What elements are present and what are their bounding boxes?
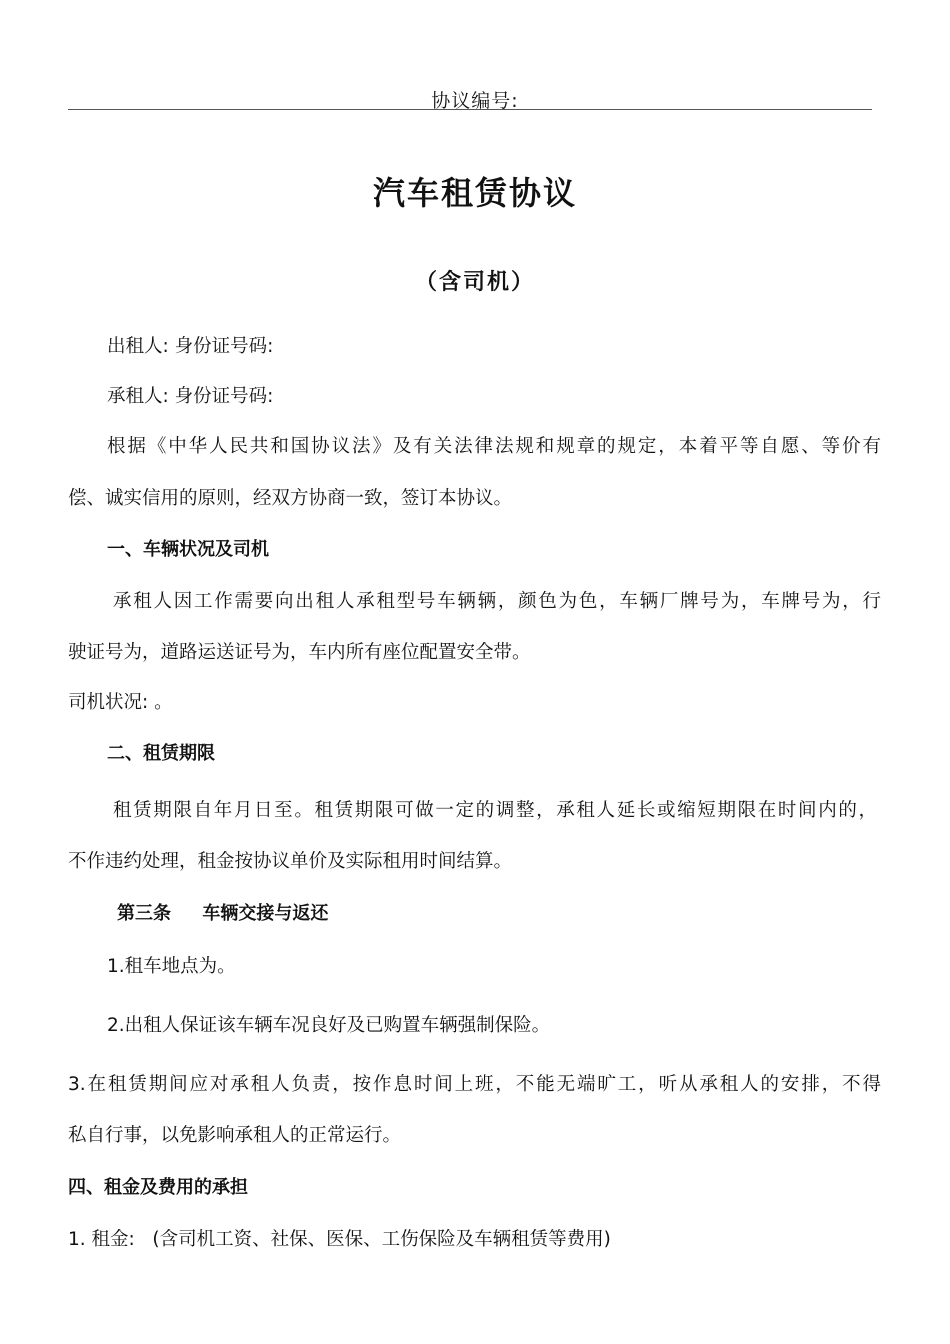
document-title: 汽车租赁协议 bbox=[372, 174, 577, 212]
header-divider bbox=[68, 109, 872, 110]
section3-heading: 第三条 车辆交接与返还 bbox=[117, 903, 329, 924]
document-subtitle: （含司机） bbox=[414, 270, 535, 295]
section3-item-1: 1.租车地点为。 bbox=[107, 956, 236, 977]
section2-line-1: 租赁期限自年月日至。租赁期限可做一定的调整，承租人延长或缩短期限在时间内的， bbox=[113, 800, 877, 821]
section3-item-3-line-1: 3.在租赁期间应对承租人负责，按作息时间上班，不能无端旷工，听从承租人的安排，不得 bbox=[68, 1074, 881, 1095]
agreement-number-label: 协议编号: bbox=[431, 90, 519, 112]
lessor-line: 出租人: 身份证号码: bbox=[107, 336, 274, 357]
section1-line-2: 驶证号为，道路运送证号为，车内所有座位配置安全带。 bbox=[68, 642, 531, 663]
lessee-line: 承租人: 身份证号码: bbox=[107, 386, 274, 407]
driver-status-line: 司机状况: 。 bbox=[68, 692, 173, 713]
section2-line-2: 不作违约处理，租金按协议单价及实际租用时间结算。 bbox=[68, 851, 513, 872]
section2-heading: 二、租赁期限 bbox=[107, 743, 215, 764]
section4-heading: 四、租金及费用的承担 bbox=[68, 1177, 248, 1198]
section1-line-1: 承租人因工作需要向出租人承租型号车辆辆，颜色为色，车辆厂牌号为，车牌号为，行 bbox=[113, 591, 881, 612]
section3-item-2: 2.出租人保证该车辆车况良好及已购置车辆强制保险。 bbox=[107, 1015, 551, 1036]
preamble-line-1: 根据《中华人民共和国协议法》及有关法律法规和规章的规定，本着平等自愿、等价有 bbox=[107, 436, 881, 457]
preamble-line-2: 偿、诚实信用的原则，经双方协商一致，签订本协议。 bbox=[68, 488, 513, 509]
section4-item-1: 1. 租金: (含司机工资、社保、医保、工伤保险及车辆租赁等费用) bbox=[68, 1229, 611, 1250]
section3-item-3-line-2: 私自行事，以免影响承租人的正常运行。 bbox=[68, 1125, 402, 1146]
section1-heading: 一、车辆状况及司机 bbox=[107, 539, 269, 560]
